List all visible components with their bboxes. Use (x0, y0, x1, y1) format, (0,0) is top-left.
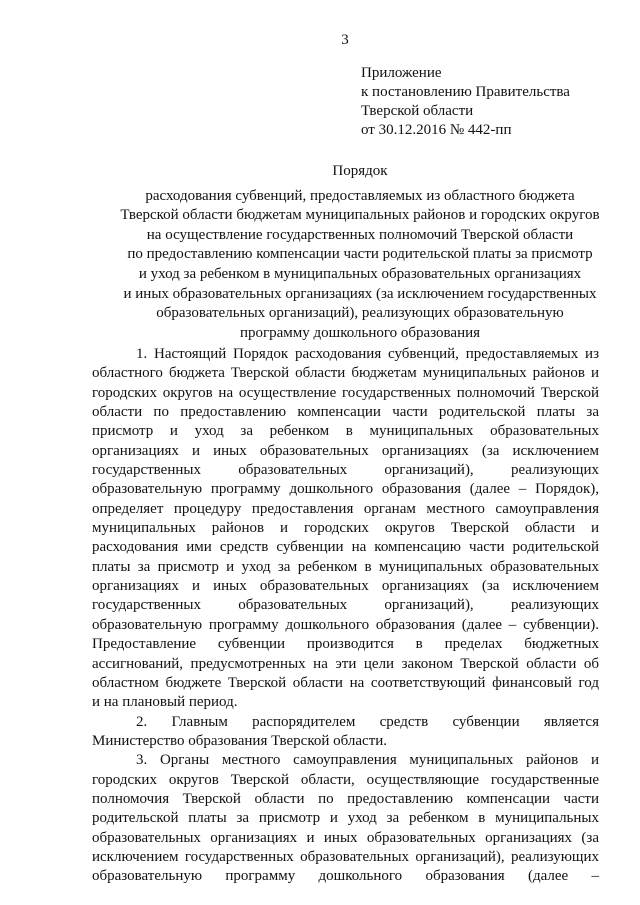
appendix-line: Тверской области (361, 103, 474, 119)
title-line: программу дошкольного образования (239, 324, 481, 341)
paragraph-line: определяет процедуру предоставления органам местного самоуправления (92, 500, 599, 517)
paragraph-line: расходования ими средств субвенции на компенсацию части родительской (92, 539, 599, 556)
paragraph-line: образовательную программу дошкольного образования (далее – Порядок), (92, 481, 599, 498)
paragraph-line: 3. Органы местного самоуправления муниципальных районов и (136, 752, 599, 769)
paragraph-line: городских округов Тверской области, осуществляющие государственные (92, 771, 599, 788)
document-body (92, 345, 599, 887)
paragraph-line: городских округов на осуществление государственных полномочий Тверской (92, 384, 599, 401)
paragraph-line: исключением государственных образовательных организаций), реализующих (92, 848, 599, 865)
paragraph-line: области по предоставлению компенсации части родительской платы за (92, 404, 599, 421)
paragraph-line: и на плановый период. (92, 694, 238, 711)
title-line: и уход за ребенком в муниципальных образовательных организациях (138, 265, 582, 282)
paragraph-line: ассигнований, предусмотренных на эти цели законом Тверской области об (92, 655, 599, 672)
title-line: по предоставлению компенсации части родительской платы за присмотр (127, 246, 593, 263)
paragraph-line: организациях и иных образовательных организациях (за исключением (92, 442, 599, 459)
appendix-header (361, 64, 570, 140)
paragraph-line: 2. Главным распорядителем средств субвенции является (136, 713, 599, 730)
paragraph-line: Предоставление субвенции производится в пределах бюджетных (92, 636, 599, 653)
appendix-line: Приложение (361, 65, 442, 81)
page-number: 3 (341, 32, 349, 48)
paragraph-line: присмотр и уход за ребенком в муниципальных образовательных (92, 423, 599, 440)
paragraph-line: образовательную программу дошкольного образования (далее – субвенции). (92, 616, 599, 633)
paragraph-line: платы за присмотр и уход за ребенком в муниципальных образовательных (92, 558, 599, 575)
title-line: Тверской области бюджетам муниципальных районов и городских округов (120, 207, 600, 224)
appendix-line: к постановлению Правительства (361, 84, 570, 100)
paragraph-line: государственных образовательных организаций), реализующих (92, 597, 599, 614)
paragraph-2 (92, 713, 599, 752)
paragraph-line: Министерство образования Тверской области. (92, 732, 388, 749)
paragraph-line: областного бюджета Тверской области бюджетам муниципальных районов и (92, 365, 599, 382)
paragraph-line: образовательных организациях и иных образовательных организациях (за (92, 829, 599, 846)
paragraph-3 (92, 751, 599, 886)
paragraph-line: областном бюджете Тверской области на соответствующий финансовый год (92, 674, 599, 691)
title-heading: Порядок (332, 163, 388, 179)
title-line: на осуществление государственных полномочий Тверской области (146, 226, 574, 243)
paragraph-line: родительской платы за присмотр и уход за ребенком в муниципальных (92, 810, 599, 827)
title-line: образовательных организаций), реализующих образовательную (156, 305, 564, 322)
appendix-line: от 30.12.2016 № 442-пп (361, 122, 512, 138)
paragraph-line: 1. Настоящий Порядок расходования субвенций, предоставляемых из (136, 346, 599, 362)
paragraph-1 (92, 345, 599, 713)
title-line: и иных образовательных организациях (за исключением государственных (123, 285, 597, 302)
paragraph-line: организациях и иных образовательных организациях (за исключением (92, 578, 599, 595)
paragraph-line: государственных образовательных организаций), реализующих (92, 462, 599, 479)
title-line: расходования субвенций, предоставляемых из областного бюджета (145, 187, 575, 204)
paragraph-line: муниципальных районов и городских округов Тверской области и (92, 520, 599, 537)
paragraph-line: образовательную программу дошкольного образования (далее – (92, 868, 599, 885)
paragraph-line: полномочия Тверской области по предоставлению компенсации части (92, 790, 599, 807)
document-title (60, 162, 640, 343)
